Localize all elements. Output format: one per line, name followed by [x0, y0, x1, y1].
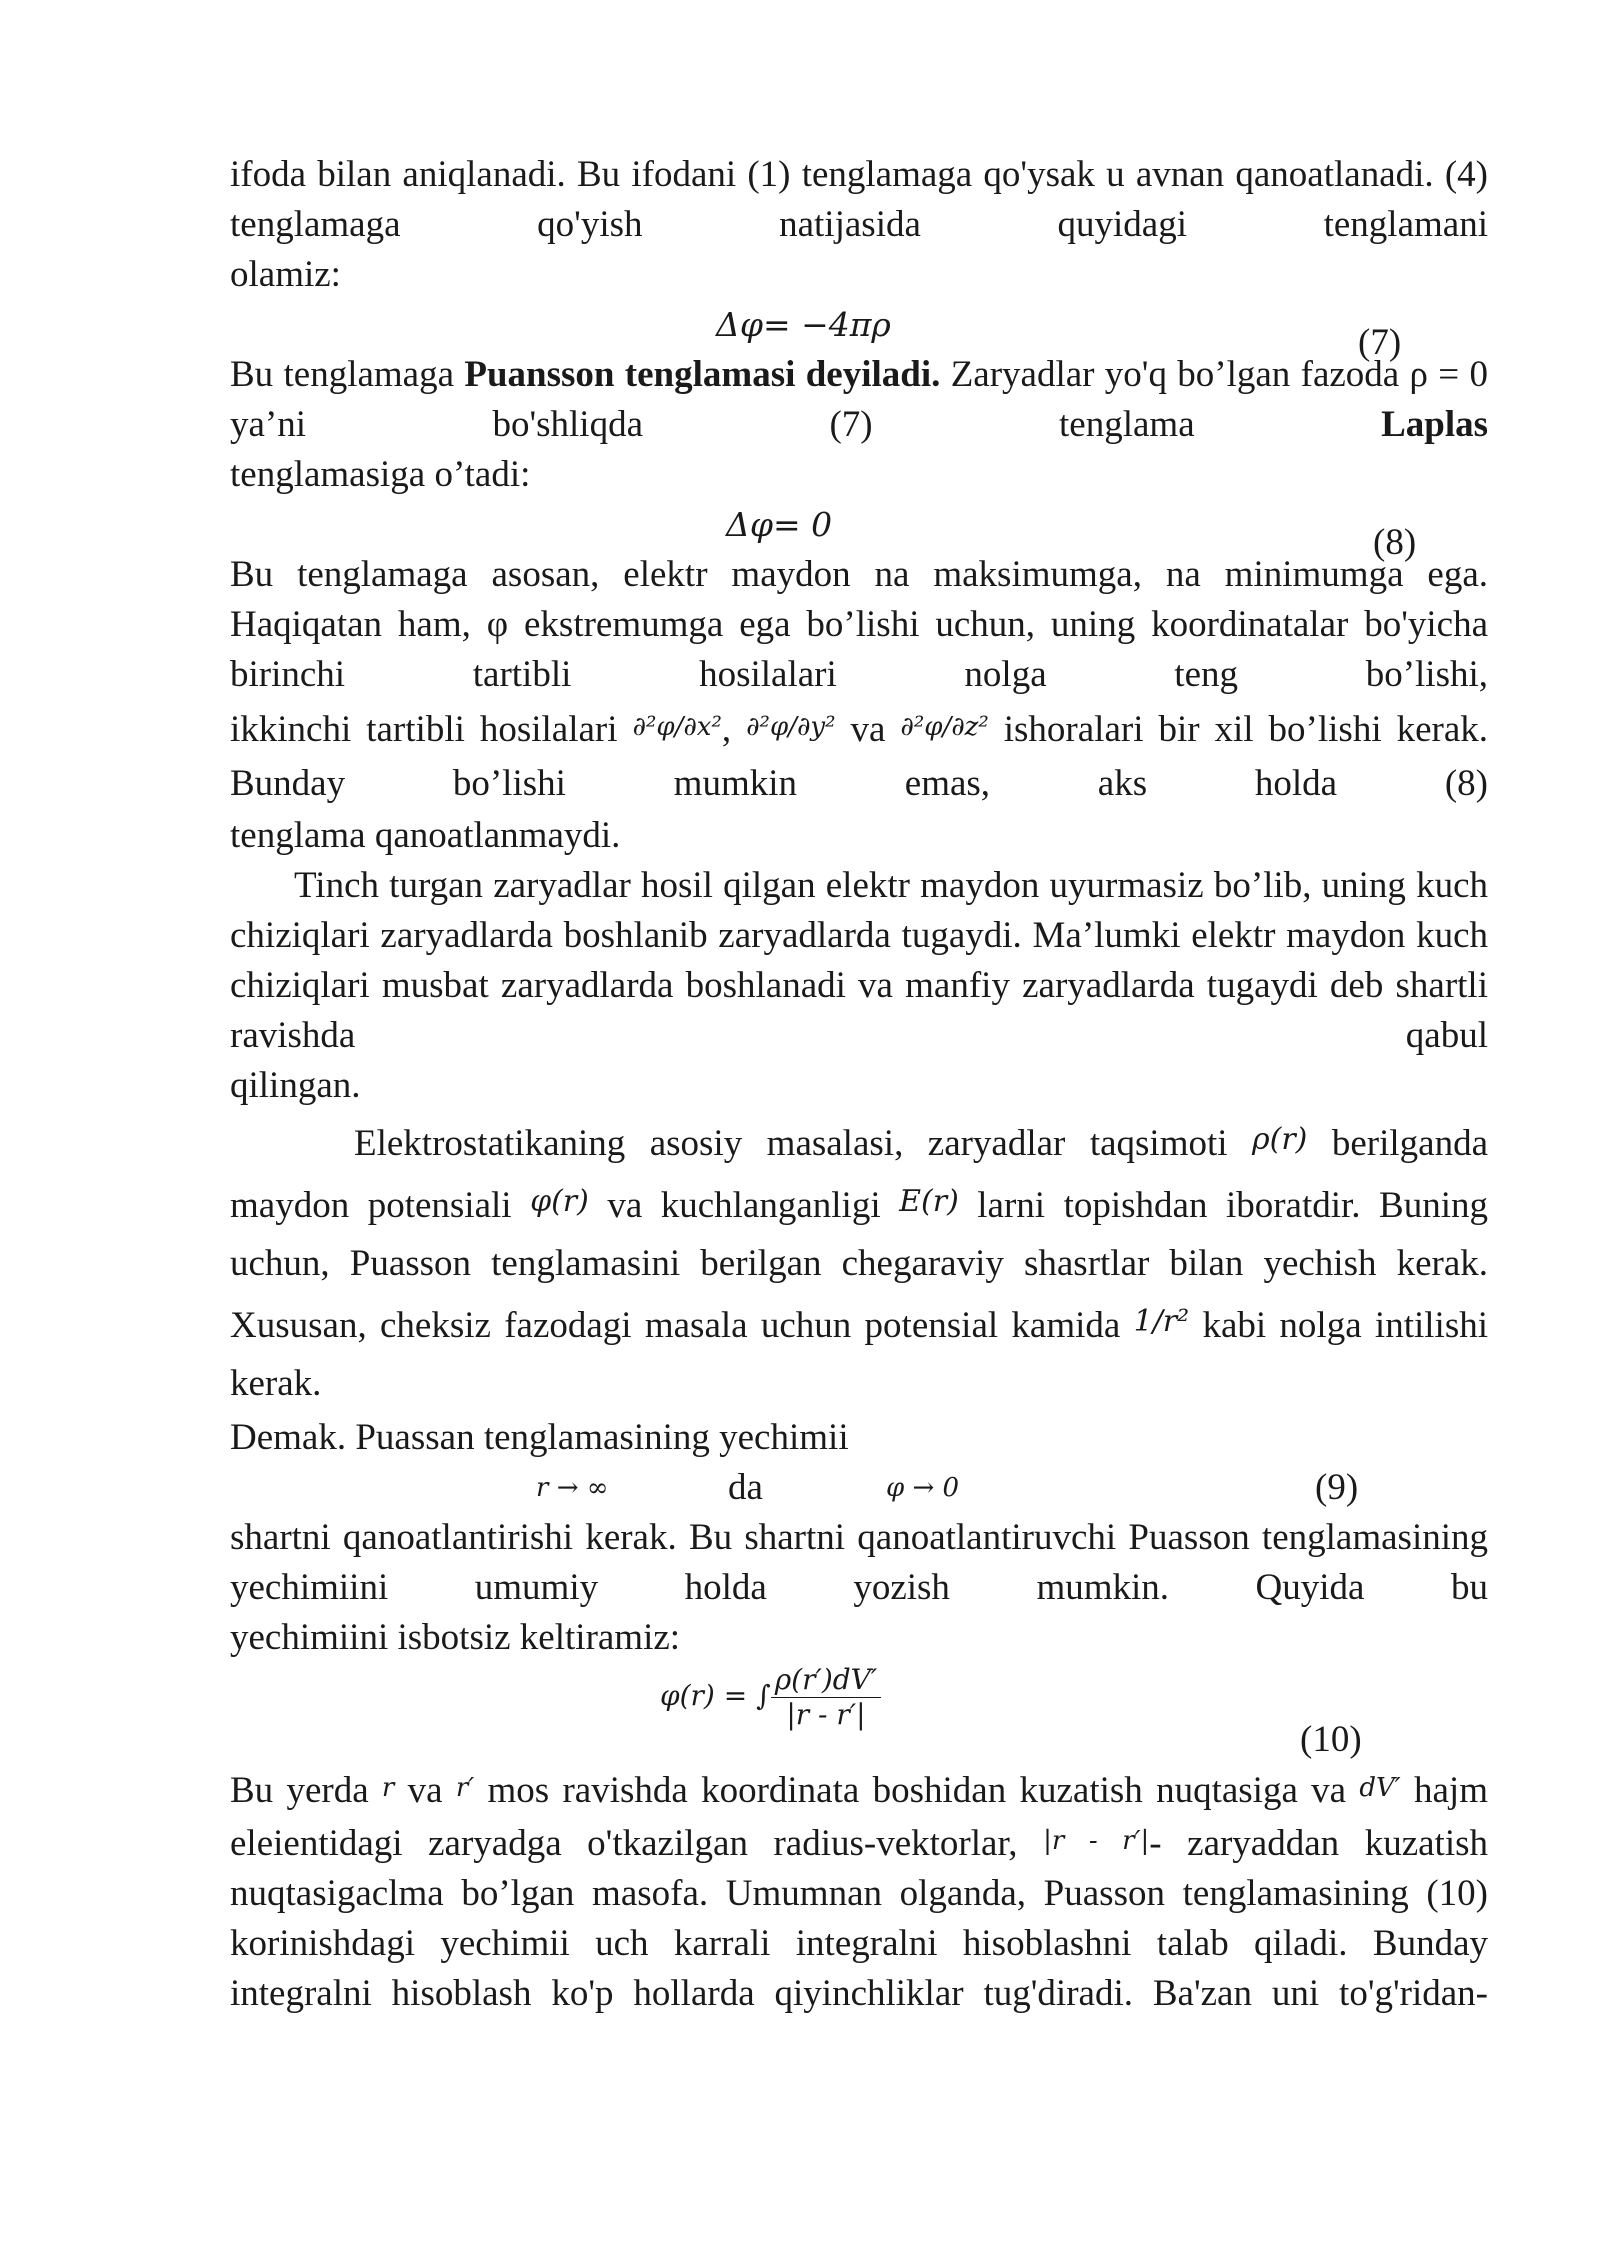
paragraph-5-text-b: berilganda maydon potensiali [230, 1123, 1488, 1226]
paragraph-7-text-b: va [394, 1770, 456, 1811]
equation-10-fraction [771, 1663, 882, 1732]
document-page [230, 150, 1488, 2019]
paragraph-3-last [230, 811, 1488, 861]
phi-to-zero: φ → 0 [886, 1473, 960, 1503]
paragraph-1 [230, 150, 1488, 250]
symbol-r: r [381, 1773, 395, 1803]
e-of-r: E(r) [899, 1184, 959, 1219]
paragraph-3-text-c: ishoralari bir xil bo’lishi kerak. Bunday bo’lishi mumkin emas, aks holda (8) [230, 709, 1488, 804]
phi-of-r: φ(r) [530, 1184, 589, 1219]
paragraph-3-last-text: tenglama qanoatlanmaydi. [230, 815, 621, 856]
paragraph-5 [230, 1111, 1488, 1413]
second-derivative-x: ∂²φ/∂x² [632, 712, 722, 742]
inverse-r-squared: 1/r² [1133, 1304, 1190, 1339]
paragraph-3-text: Bu tenglamaga asosan, elektr maydon na maksimumga, na minimumga ega. Haqiqatan ham, φ ekstremumga ega bo’lishi uchun, uning koordinatalar bo'yicha birinchi tartibli hosilalari nolga teng bo’lishi, [230, 554, 1488, 695]
paragraph-5-text-c: va kuchlanganligi [588, 1185, 900, 1226]
paragraph-2 [230, 350, 1488, 450]
paragraph-3-derivatives [230, 700, 1488, 811]
paragraph-2-text-b: Zaryadlar yo'q bo’lgan fazoda ρ = 0 ya’ni bo'shliqda (7) tenglama [230, 354, 1488, 445]
paragraph-5-text-e: kabi nolga intilishi kerak. [230, 1305, 1488, 1404]
equation-9-row [230, 1463, 1488, 1513]
paragraph-2-last-text: tenglamasiga o’tadi: [230, 454, 531, 495]
symbol-r-prime: r′ [455, 1773, 475, 1803]
paragraph-7-text-d: hajm eleientidagi zaryadga o'tkazilgan radius-vektorlar, [230, 1770, 1488, 1864]
paragraph-1-text: ifoda bilan aniqlanadi. Bu ifodani (1) tenglamaga qo'ysak u avnan qanoatlanadi. (4) tenglamaga qo'yish natijasida quyidagi tenglamani [230, 154, 1488, 245]
laplas-term: Laplas [1381, 404, 1488, 445]
equation-9-number: (9) [1315, 1467, 1359, 1508]
paragraph-1-last [230, 250, 1488, 300]
equation-10 [660, 1663, 881, 1732]
va-text: va [835, 709, 901, 750]
paragraph-2-text-a: Bu tenglamaga [230, 354, 465, 395]
paragraph-5-last [230, 1413, 1488, 1463]
paragraph-2-last [230, 450, 1488, 500]
equation-7-number: (7) [1358, 322, 1402, 363]
paragraph-5-last-text: Demak. Puassan tenglamasining yechimii [230, 1417, 849, 1458]
puansson-term: Puansson tenglamasi deyiladi. [464, 354, 941, 395]
paragraph-4-last-text: qilingan. [230, 1065, 361, 1106]
paragraph-5-text-a: Elektrostatikaning asosiy masalasi, zaryadlar taqsimoti [354, 1123, 1252, 1164]
paragraph-6-last [230, 1613, 1488, 1663]
equation-8-row [230, 500, 1488, 563]
paragraph-6 [230, 1513, 1488, 1613]
equation-8-number: (8) [1373, 522, 1417, 563]
paragraph-7-text-e: - zaryaddan kuzatish nuqtasigaclma bo’lgan masofa. Umumnan olganda, Puasson tenglamasining (10) korinishdagi yechimii uch karrali integralni hisoblashni talab qiladi. Bunday integralni hisoblash ko'p hollarda qiyinchliklar tug'diradi. Ba'zan uni to'g'ridan- [230, 1823, 1488, 2014]
equation-10-number: (10) [1300, 1719, 1362, 1760]
paragraph-4 [230, 861, 1488, 1061]
comma: , [721, 709, 747, 750]
equation-10-denominator: |r - r′| [786, 1698, 866, 1731]
second-derivative-z: ∂²φ/∂z² [900, 712, 989, 742]
paragraph-7 [230, 1763, 1488, 2019]
paragraph-7-text-c: mos ravishda koordinata boshidan kuzatish nuqtasiga va [474, 1770, 1360, 1811]
paragraph-6-last-text: yechimiini isbotsiz keltiramiz: [230, 1617, 681, 1658]
equation-10-numerator: ρ(r′)dV′ [771, 1663, 882, 1698]
da-text: da [728, 1467, 763, 1508]
paragraph-3-text-b: ikkinchi tartibli hosilalari [230, 709, 633, 750]
equation-7-row [230, 300, 1488, 363]
paragraph-7-text-a: Bu yerda [230, 1770, 382, 1811]
paragraph-3 [230, 550, 1488, 700]
symbol-dv-prime: dV′ [1359, 1773, 1401, 1803]
paragraph-4-text: Tinch turgan zaryadlar hosil qilgan elektr maydon uyurmasiz bo’lib, uning kuch chiziqlari zaryadlarda boshlanib zaryadlarda tugaydi. Ma’lumki elektr maydon kuch chiziqlari musbat zaryadlarda boshlanadi va manfiy zaryadlarda tugaydi deb shartli ravishda qabul [230, 865, 1488, 1056]
equation-10-lhs: φ(r) = ∫ [660, 1679, 771, 1712]
equation-8: Δφ= 0 [726, 505, 833, 544]
symbol-abs-distance: |r - r′| [1043, 1826, 1150, 1856]
rho-of-r: ρ(r) [1252, 1122, 1308, 1157]
equation-10-row [230, 1663, 1488, 1763]
r-to-infinity: r → ∞ [536, 1473, 609, 1503]
paragraph-1-last-text: olamiz: [230, 254, 341, 295]
paragraph-4-last [230, 1061, 1488, 1111]
second-derivative-y: ∂²φ/∂y² [746, 712, 836, 742]
paragraph-6-text: shartni qanoatlantirishi kerak. Bu shartni qanoatlantiruvchi Puasson tenglamasining yechimiini umumiy holda yozish mumkin. Quyida bu [230, 1517, 1488, 1608]
paragraph-5-text-d: larni topishdan iboratdir. Buning uchun, Puasson tenglamasini berilgan chegaraviy shasrtlar bilan yechish kerak. Xususan, cheksiz fazodagi masala uchun potensial kamida [230, 1185, 1489, 1346]
equation-7: Δφ= −4πρ [716, 305, 891, 344]
